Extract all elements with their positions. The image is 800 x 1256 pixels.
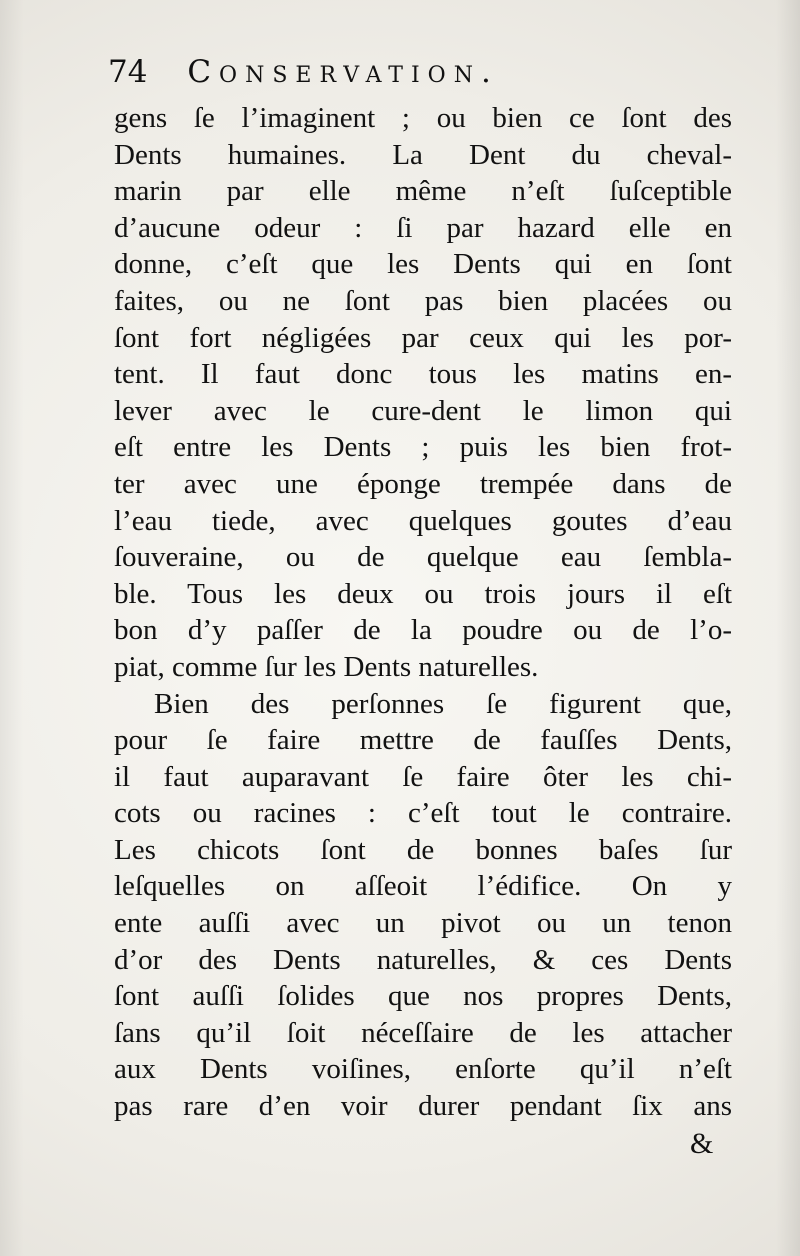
text-line: ente auſſi avec un pivot ou un tenon [114,907,732,940]
text-line: ſouveraine, ou de quelque eau ſembla- [114,541,732,574]
paragraph-first-line: Bien des perſonnes ſe figurent que, [154,687,732,720]
text-line: pas rare d’en voir durer pendant ſix ans [114,1090,732,1123]
text-line: ble. Tous les deux ou trois jours il eſt [114,577,732,610]
text-line: faites, ou ne ſont pas bien placées ou [114,284,732,317]
paragraph-1 [114,100,732,686]
text-line: lever avec le cure-dent le limon qui [114,394,732,427]
running-title: Conservation. [187,54,499,90]
right-paper-shadow [776,0,800,1256]
text-line: pour ſe faire mettre de fauſſes Dents, [114,724,732,757]
body-text [114,100,732,1125]
text-line: ter avec une éponge trempée dans de [114,467,732,500]
text-line: gens ſe l’imaginent ; ou bien ce ſont des [114,102,732,134]
page-header [108,52,668,92]
left-paper-shadow [0,0,24,1256]
text-line: marin par elle même n’eſt ſuſceptible [114,175,732,208]
text-line: ſont auſſi ſolides que nos propres Dents, [114,980,732,1013]
text-line: leſquelles on aſſeoit l’édifice. On y [114,870,732,903]
page-number: 74 [108,54,148,90]
paragraph-2 [114,686,732,1125]
text-line: Les chicots ſont de bonnes baſes ſur [114,833,732,866]
paragraph-last-line: piat, comme ſur les Dents naturelles. [114,650,539,683]
text-line: d’or des Dents naturelles, & ces Dents [114,943,732,976]
text-line: d’aucune odeur : ſi par hazard elle en [114,211,732,244]
catchword: & [690,1127,714,1160]
text-line: tent. Il faut donc tous les matins en- [114,358,732,391]
text-line: cots ou racines : c’eſt tout le contraire. [114,797,732,830]
text-line: il faut auparavant ſe faire ôter les chi- [114,760,732,793]
text-line: donne, c’eſt que les Dents qui en ſont [114,248,732,281]
text-line: aux Dents voiſines, enſorte qu’il n’eſt [114,1053,732,1086]
text-line: ſans qu’il ſoit néceſſaire de les attacher [114,1016,732,1049]
text-line: eſt entre les Dents ; puis les bien frot- [114,431,732,464]
text-line: bon d’y paſſer de la poudre ou de l’o- [114,614,732,647]
text-line: l’eau tiede, avec quelques goutes d’eau [114,504,732,537]
text-line: Dents humaines. La Dent du cheval- [114,138,732,171]
text-line: ſont fort négligées par ceux qui les por- [114,321,732,354]
